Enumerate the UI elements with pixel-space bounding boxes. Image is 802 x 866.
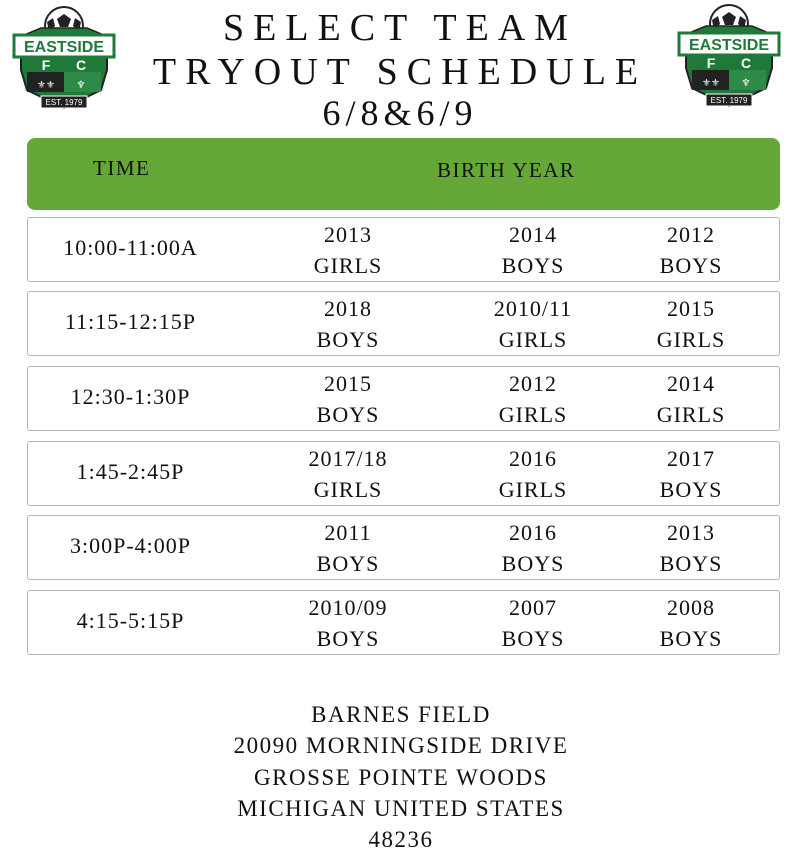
group-year: 2016 bbox=[509, 520, 557, 545]
tryout-dates: 6/8&6/9 bbox=[322, 93, 478, 133]
group-cell bbox=[273, 443, 423, 505]
schedule-header bbox=[27, 138, 780, 210]
group-gender: BOYS bbox=[501, 626, 565, 651]
slot-time: 10:00-11:00A bbox=[63, 235, 198, 260]
group-cell bbox=[616, 368, 766, 430]
group-gender: BOYS bbox=[501, 551, 565, 576]
group-cell bbox=[273, 293, 423, 355]
svg-text:♆: ♆ bbox=[741, 78, 751, 89]
schedule-row bbox=[27, 366, 780, 431]
header-birth-year: BIRTH YEAR bbox=[437, 158, 576, 182]
group-cell bbox=[616, 443, 766, 505]
group-gender: BOYS bbox=[659, 253, 723, 278]
group-cell bbox=[616, 293, 766, 355]
group-cell bbox=[458, 517, 608, 579]
group-year: 2016 bbox=[509, 446, 557, 471]
schedule-row bbox=[27, 590, 780, 655]
svg-text:C: C bbox=[740, 55, 752, 71]
slot-time: 11:15-12:15P bbox=[65, 309, 196, 334]
street-address: 20090 MORNINGSIDE DRIVE bbox=[233, 733, 569, 759]
group-cell bbox=[616, 592, 766, 654]
group-year: 2018 bbox=[324, 296, 372, 321]
group-year: 2017/18 bbox=[308, 446, 388, 471]
group-gender: GIRLS bbox=[498, 402, 568, 427]
group-year: 2010/09 bbox=[308, 595, 388, 620]
group-gender: BOYS bbox=[659, 477, 723, 502]
group-gender: BOYS bbox=[316, 626, 380, 651]
group-gender: GIRLS bbox=[313, 253, 383, 278]
group-year: 2014 bbox=[667, 371, 715, 396]
region: MICHIGAN UNITED STATES bbox=[237, 795, 565, 821]
group-year: 2017 bbox=[667, 446, 715, 471]
group-gender: BOYS bbox=[501, 253, 565, 278]
group-cell bbox=[458, 443, 608, 505]
title-line-1: SELECT TEAM bbox=[222, 7, 578, 49]
group-cell bbox=[273, 368, 423, 430]
schedule-row bbox=[27, 291, 780, 356]
header-time: TIME bbox=[93, 156, 151, 180]
group-cell bbox=[616, 219, 766, 281]
group-gender: GIRLS bbox=[313, 477, 383, 502]
group-gender: BOYS bbox=[316, 327, 380, 352]
group-cell bbox=[458, 368, 608, 430]
group-cell bbox=[273, 219, 423, 281]
crest-name: EASTSIDE bbox=[688, 37, 770, 54]
club-crest-icon bbox=[676, 2, 782, 114]
eastside-fc-crest-left bbox=[11, 4, 117, 116]
group-gender: BOYS bbox=[316, 551, 380, 576]
group-year: 2013 bbox=[667, 520, 715, 545]
crest-est: EST. 1979 bbox=[45, 98, 83, 107]
venue-name: BARNES FIELD bbox=[311, 702, 491, 727]
slot-time: 4:15-5:15P bbox=[76, 608, 185, 633]
group-year: 2012 bbox=[509, 371, 557, 396]
crest-name: EASTSIDE bbox=[23, 39, 105, 56]
group-year: 2013 bbox=[324, 222, 372, 247]
eastside-fc-crest-right bbox=[676, 2, 782, 114]
slot-time: 12:30-1:30P bbox=[70, 384, 191, 409]
svg-text:⚜⚜: ⚜⚜ bbox=[37, 80, 55, 91]
svg-text:F: F bbox=[706, 55, 716, 71]
group-cell bbox=[458, 293, 608, 355]
crest-est: EST. 1979 bbox=[710, 96, 748, 105]
club-crest-icon bbox=[11, 4, 117, 116]
group-gender: GIRLS bbox=[656, 327, 726, 352]
title-line-2: TRYOUT SCHEDULE bbox=[152, 51, 648, 93]
group-cell bbox=[616, 517, 766, 579]
group-year: 2008 bbox=[667, 595, 715, 620]
group-year: 2015 bbox=[667, 296, 715, 321]
svg-text:F: F bbox=[41, 57, 51, 73]
group-gender: BOYS bbox=[316, 402, 380, 427]
group-gender: GIRLS bbox=[498, 327, 568, 352]
group-year: 2011 bbox=[324, 520, 372, 545]
group-cell bbox=[273, 517, 423, 579]
group-cell bbox=[458, 219, 608, 281]
group-gender: GIRLS bbox=[498, 477, 568, 502]
schedule-row bbox=[27, 217, 780, 282]
group-year: 2015 bbox=[324, 371, 372, 396]
svg-text:C: C bbox=[75, 57, 87, 73]
group-gender: GIRLS bbox=[656, 402, 726, 427]
schedule-row bbox=[27, 441, 780, 506]
group-gender: BOYS bbox=[659, 551, 723, 576]
group-year: 2007 bbox=[509, 595, 557, 620]
svg-text:⚜⚜: ⚜⚜ bbox=[702, 78, 720, 89]
slot-time: 1:45-2:45P bbox=[76, 459, 185, 484]
zip-code: 48236 bbox=[368, 827, 434, 853]
venue-address bbox=[150, 699, 652, 855]
group-cell bbox=[458, 592, 608, 654]
group-year: 2010/11 bbox=[493, 296, 573, 321]
svg-text:♆: ♆ bbox=[76, 80, 86, 91]
group-year: 2014 bbox=[509, 222, 557, 247]
group-gender: BOYS bbox=[659, 626, 723, 651]
slot-time: 3:00P-4:00P bbox=[69, 533, 192, 558]
schedule-row bbox=[27, 515, 780, 580]
city: GROSSE POINTE WOODS bbox=[254, 764, 548, 790]
group-year: 2012 bbox=[667, 222, 715, 247]
group-cell bbox=[273, 592, 423, 654]
